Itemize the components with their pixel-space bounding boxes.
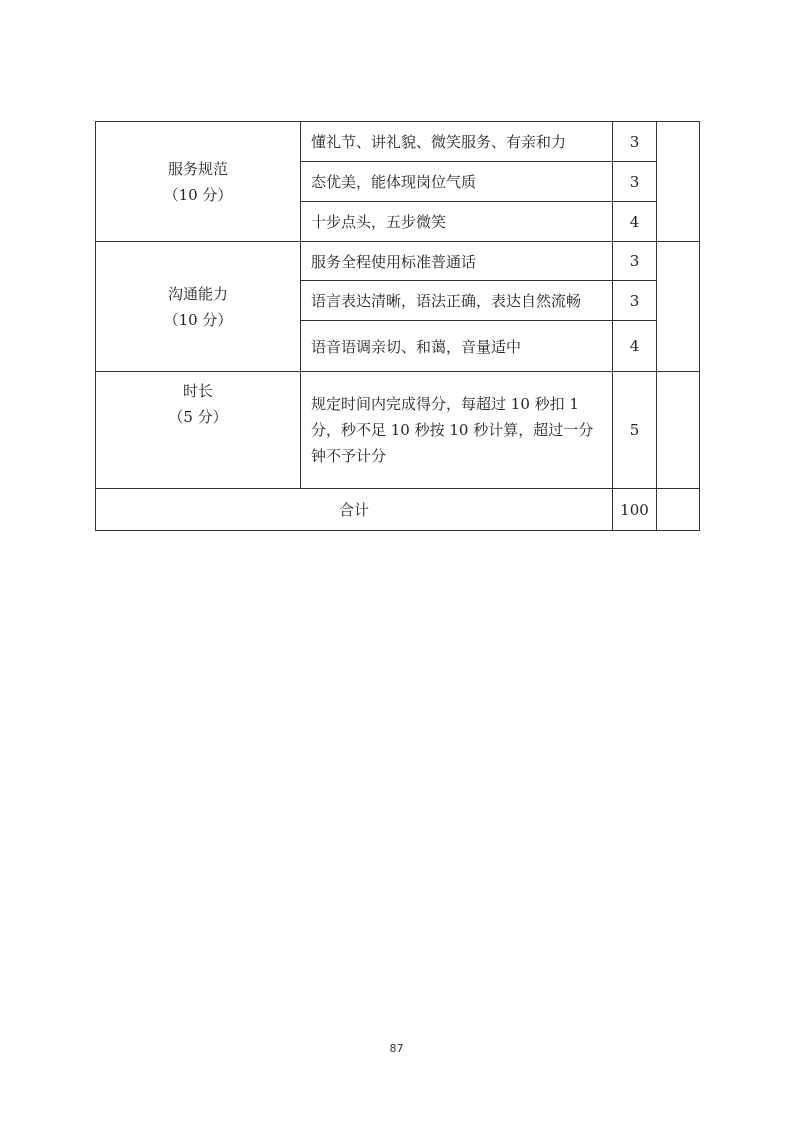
criterion-score: 3 xyxy=(613,242,657,281)
total-score: 100 xyxy=(613,489,657,531)
criterion-score: 3 xyxy=(613,281,657,321)
table-row xyxy=(96,372,700,489)
criterion-score: 3 xyxy=(613,122,657,162)
criterion-score: 5 xyxy=(613,372,657,489)
category-cell xyxy=(96,122,301,242)
criterion-text: 语言表达清晰，语法正确，表达自然流畅 xyxy=(301,281,613,321)
criterion-text: 规定时间内完成得分，每超过 10 秒扣 1 分，秒不足 10 秒按 10 秒计算，超过一分钟不予计分 xyxy=(301,372,613,489)
category-name: 时长 xyxy=(182,382,213,400)
category-cell xyxy=(96,372,301,489)
criterion-score: 4 xyxy=(613,202,657,242)
table-row-total xyxy=(96,489,700,531)
scoring-table xyxy=(95,121,700,531)
criterion-text: 服务全程使用标准普通话 xyxy=(301,242,613,281)
criterion-score: 3 xyxy=(613,162,657,202)
empty-score-cell xyxy=(657,372,700,489)
criterion-text: 语音语调亲切、和蔼，音量适中 xyxy=(301,321,613,372)
table-row xyxy=(96,122,700,162)
category-name: 服务规范 xyxy=(167,159,228,178)
criterion-text: 态优美，能体现岗位气质 xyxy=(301,162,613,202)
category-points: （5 分） xyxy=(168,408,228,426)
category-points: （10 分） xyxy=(163,185,233,204)
category-cell xyxy=(96,242,301,372)
criterion-text: 十步点头，五步微笑 xyxy=(301,202,613,242)
table-row xyxy=(96,242,700,281)
criterion-text: 懂礼节、讲礼貌、微笑服务、有亲和力 xyxy=(301,122,613,162)
empty-score-cell xyxy=(657,122,700,242)
category-name: 沟通能力 xyxy=(167,284,228,303)
category-points: （10 分） xyxy=(163,310,233,329)
page-number: 87 xyxy=(389,1042,404,1055)
empty-score-cell xyxy=(657,489,700,531)
criterion-score: 4 xyxy=(613,321,657,372)
total-label: 合计 xyxy=(96,489,613,531)
empty-score-cell xyxy=(657,242,700,372)
